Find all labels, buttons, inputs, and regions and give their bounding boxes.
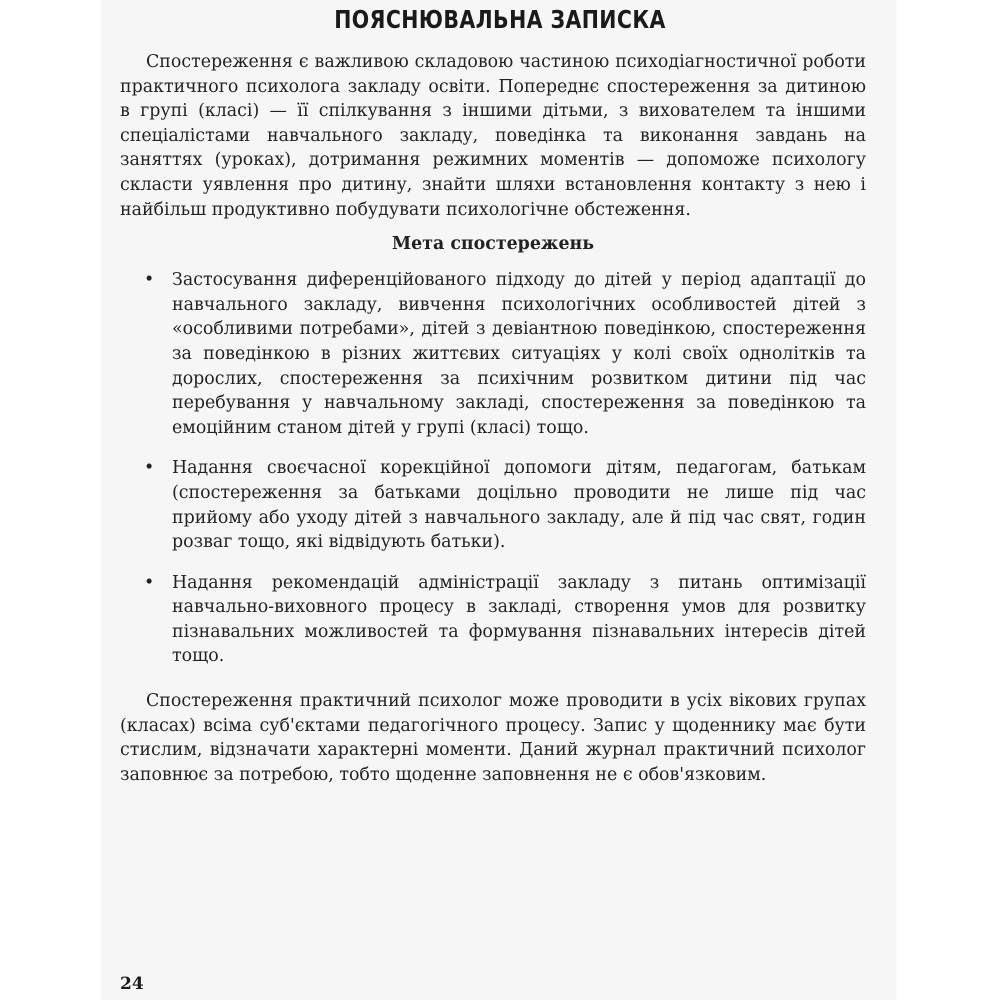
list-item-text: Надання рекомендацій адміністрації закладу з питань оптимізації навчально-виховного процесу в закладі, створення умов для розвитку пізнавальних можливостей та формування пізнавальних інтересів дітей тощо.: [172, 572, 866, 667]
document-body: [120, 50, 866, 787]
list-item-text: Застосування диференційованого підходу до дітей у період адаптації до навчального закладу, вивчення психологічних особливостей дітей з «особливими потребами», дітей з девіантною поведінкою, спостереження за поведінкою в різних життєвих ситуаціях у колі своїх однолітків та дорослих, спостереження за психічним розвитком дитини під час перебування у навчальному закладі, спостереження за поведінкою та емоційним станом дітей у групі (класі) тощо.: [172, 270, 866, 438]
section-heading: Мета спостережень: [391, 234, 595, 255]
bullet-icon: •: [144, 458, 155, 479]
bullet-icon: •: [144, 572, 155, 593]
goals-list: [120, 268, 866, 669]
bullet-icon: •: [144, 270, 155, 291]
list-item: [120, 268, 866, 440]
list-item: [120, 571, 866, 669]
page-number: 24: [120, 974, 144, 994]
closing-paragraph: Спостереження практичний психолог може проводити в усіх вікових групах (класах) всіма суб'єктами педагогічного процесу. Запис у щоденнику має бути стислим, відзначати характерні моменти. Даний журнал практичний психолог заповнює за потребою, тобто щоденне заповнення не є обов'язковим.: [120, 691, 866, 785]
intro-paragraph: Спостереження є важливою складовою частиною психодіагностичної роботи практичного психолога закладу освіти. Попереднє спостереження за дитиною в групі (класі) — її спілкування з іншими дітьми, з вихователем та іншими спеціалістами навчального закладу, поведінка та виконання завдань на заняттях (уроках), дотримання режимних моментів — допоможе психологу скласти уявлення про дитину, знайти шляхи встановлення контакту з нею і найбільш продуктивно побудувати психологічне обстеження.: [120, 52, 866, 220]
page-title: ПОЯСНЮВАЛЬНА ЗАПИСКА: [334, 5, 666, 34]
list-item-text: Надання своєчасної корекційної допомоги дітям, педагогам, батькам (спостереження за батьками доцільно проводити не лише під час прийому або уходу дітей з навчального закладу, але й під час свят, годин розваг тощо, які відвідують батьки).: [172, 458, 866, 553]
list-item: [120, 456, 866, 554]
